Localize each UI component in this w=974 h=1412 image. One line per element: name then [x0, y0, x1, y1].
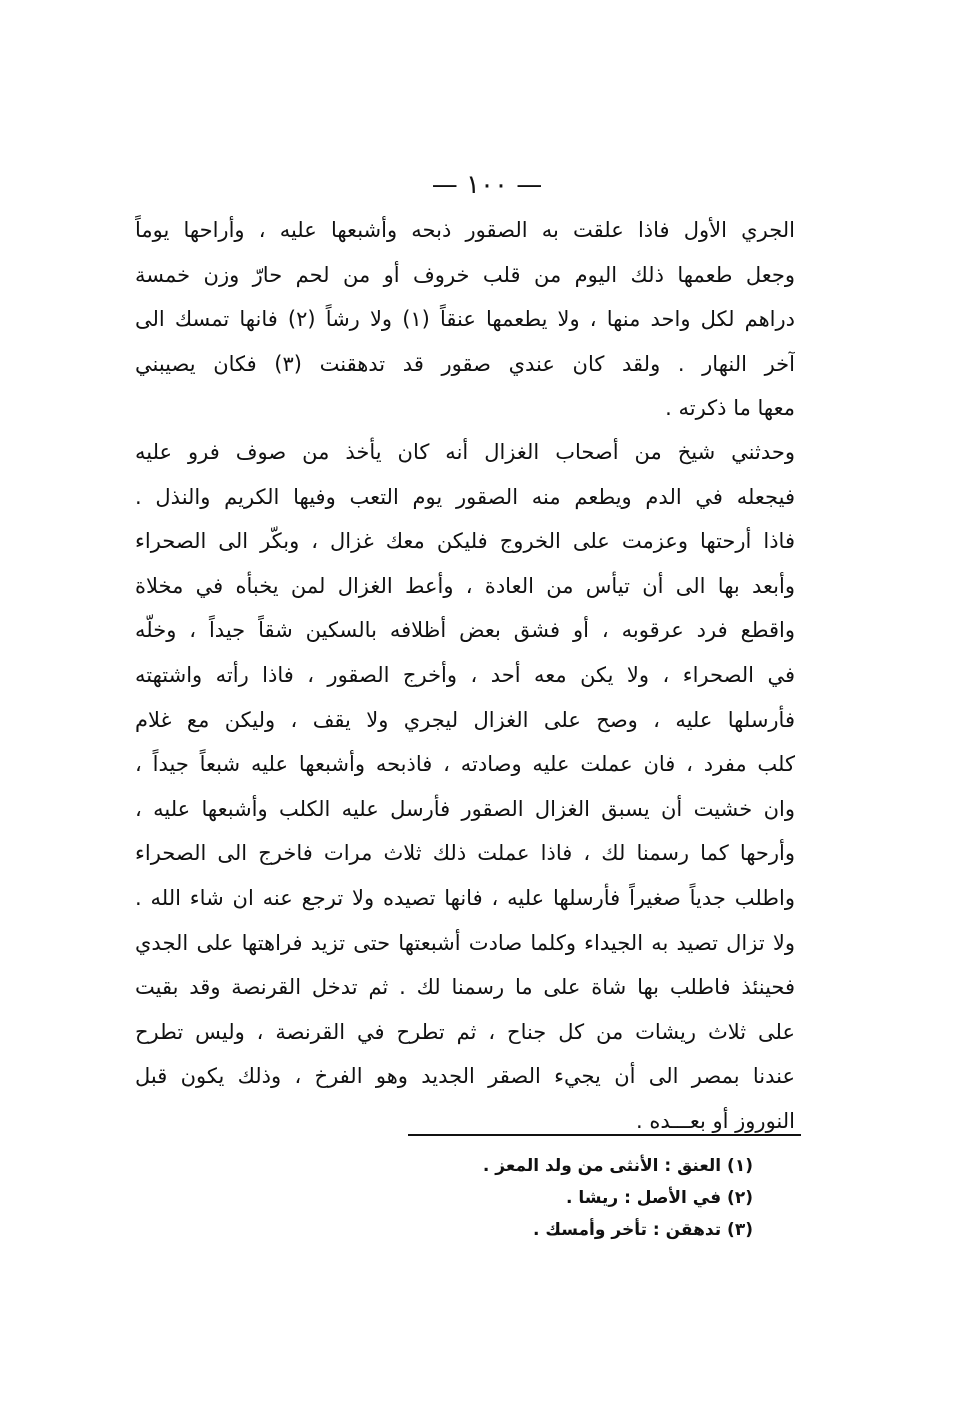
- text-line: عندنا بمصر الى أن يجيء الصقر الجديد وهو الفرخ ، وذلك يكون قبل: [135, 1064, 795, 1089]
- text-line: كلب مفرد ، فان عملت عليه وصادته ، فاذبحه وأشبعها عليه شبعاً جيداً ،: [135, 752, 795, 777]
- page-number: — ١٠٠ —: [431, 170, 543, 200]
- text-line: ولا تزال تصيد به الجيداء وكلما صادت أشبعتها حتى تزيد فراهتها على الجدي: [135, 930, 795, 955]
- text-line: وحدثني شيخ من أصحاب الغزال أنه كان يأخذ من صوف فرو عليه: [135, 440, 795, 464]
- text-line: آخر النهار . ولقد كان عندي صقور قد تدهقنت (٣) فكان يصيبني: [135, 351, 795, 376]
- paragraph-2: [135, 430, 795, 1144]
- paragraph-1: [135, 208, 795, 431]
- text-line: فاذا أرحتها وعزمت على الخروج فليكن معك غزال ، وبكّر الى الصحراء: [135, 529, 795, 554]
- text-line: فأرسلها عليه ، وصح على الغزال ليجري ولا يقف ، وليكن مع غلام: [135, 707, 795, 732]
- text-line: على ثلاث ريشات من كل جناح ، ثم تطرح في القرنصة ، وليس تطرح: [135, 1019, 795, 1044]
- text-line: معها ما ذكرته .: [665, 396, 795, 421]
- text-line: واطلب جدياً صغيراً فأرسلها عليه ، فانها تصيده ولا ترجع عنه ان شاء الله .: [135, 885, 795, 910]
- text-line: في الصحراء ، ولا يكن معه أحد ، وأخرج الصقور ، فاذا رأته واشتهته: [135, 662, 795, 687]
- text-line: النوروز أو بعـــده .: [636, 1108, 795, 1133]
- text-line: فحينئذ فاطلب بها شاة على ما رسمنا لك . ثم تدخل القرنصة وقد بقيت: [135, 975, 795, 1000]
- text-line: وجعل طعمها ذلك اليوم من قلب خروف أو من لحم حارّ وزن خمسة: [135, 262, 795, 287]
- footnotes: [408, 1150, 753, 1246]
- text-line: واقطع فرد عرقوبه ، أو فشق بعض أظلافه بالسكين شقاً جيداً ، وخلّه: [135, 618, 795, 643]
- footnote-2: (٢) في الأصل : ريشا .: [565, 1188, 753, 1208]
- footnote-3: (٣) تدهقن : تأخر وأمسك .: [533, 1220, 753, 1240]
- text-line: وأرحها كما رسمنا لك ، فاذا عملت ذلك ثلاث مرات فاخرج الى الصحراء: [135, 841, 795, 866]
- text-line: وأبعد بها الى أن تيأس من العادة ، وأعط الغزال لمن يخبأه في مخلاة: [135, 573, 795, 598]
- footnote-divider: [408, 1134, 801, 1136]
- text-line: وان خشيت أن يسبق الغزال الصقور فأرسل عليه الكلب وأشبعها عليه ،: [135, 796, 795, 821]
- text-line: فيجعله في الدم ويطعم منه الصقور يوم التعب وفيها الكريم والنذل .: [135, 484, 795, 509]
- text-line: الجري الأول فاذا علقت به الصقور ذبحه وأشبعها عليه ، وأراحها يوماً: [135, 218, 795, 242]
- text-line: دراهم لكل واحد منها ، ولا يطعمها عنقاً (١) ولا رشاً (٢) فانها تمسك الى: [135, 307, 795, 332]
- footnote-1: (١) العنق : الأنثى من ولد المعز .: [482, 1156, 753, 1176]
